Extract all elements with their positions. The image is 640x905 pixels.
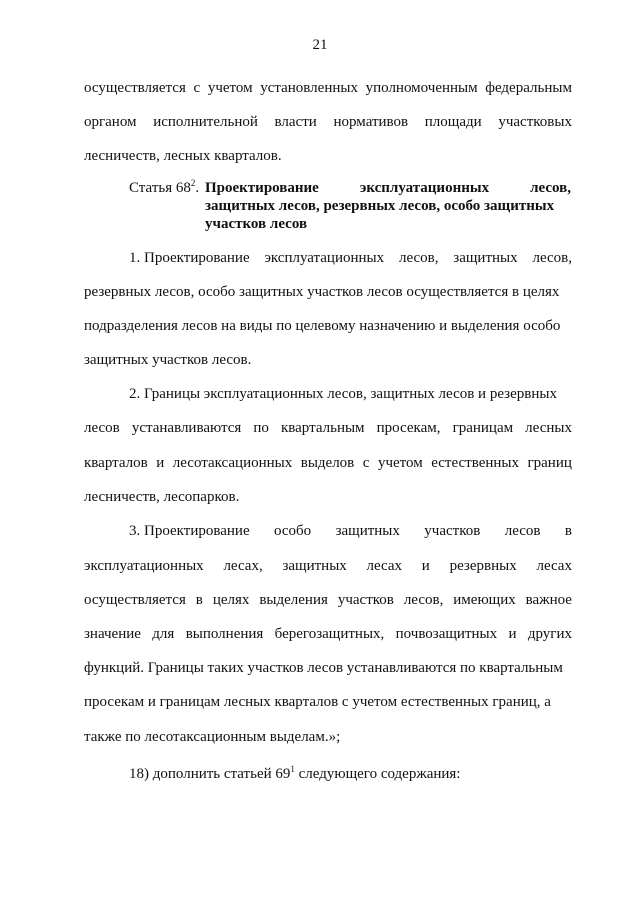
p1-line-3: подразделения лесов на виды по целевому назначению и выделения особо <box>84 318 561 334</box>
word: лесов <box>504 523 541 539</box>
word: осуществляется <box>84 80 186 96</box>
word: с <box>362 455 370 471</box>
word: почвозащитных <box>395 626 498 642</box>
word: лесных <box>525 420 572 436</box>
word: органом <box>84 114 137 130</box>
item-18-text: 18) дополнить статьей 69 <box>129 766 291 782</box>
word: естественных <box>431 455 519 471</box>
word: в <box>195 592 203 608</box>
word: установленных <box>260 80 358 96</box>
article-label <box>129 180 199 197</box>
word: резервных <box>449 558 517 574</box>
p3-line-2 <box>84 558 572 575</box>
p1-line-1 <box>129 250 572 267</box>
word: выделов <box>300 455 355 471</box>
word: других <box>527 626 572 642</box>
article-title-line-1 <box>205 180 571 197</box>
word: защитных <box>282 558 347 574</box>
intro-line-1 <box>84 80 572 97</box>
article-title-line-2 <box>205 198 554 215</box>
word: выделения <box>259 592 328 608</box>
word: защитных <box>453 250 518 266</box>
article-label-text: Статья 68 <box>129 180 191 196</box>
p2-line-4: лесничеств, лесопарков. <box>84 489 240 505</box>
word: нормативов <box>333 114 409 130</box>
word: лесах <box>536 558 572 574</box>
word: власти <box>274 114 317 130</box>
word: берегозащитных, <box>274 626 385 642</box>
word: особо <box>274 523 312 539</box>
word: границам <box>452 420 514 436</box>
item-18 <box>129 766 460 783</box>
word: квартальным <box>280 420 365 436</box>
word: защитных <box>335 523 400 539</box>
word: лесотаксационных <box>172 455 293 471</box>
word: осуществляется <box>84 592 186 608</box>
word: значение <box>84 626 141 642</box>
word: с <box>193 80 201 96</box>
word: исполнительной <box>153 114 258 130</box>
word: 3. Проектирование <box>129 523 250 539</box>
p1-line-2: резервных лесов, особо защитных участков лесов осуществляется в целях <box>84 284 560 300</box>
word: для <box>152 626 175 642</box>
article-label-sup: 2 <box>190 178 196 188</box>
p2-line-1: 2. Границы эксплуатационных лесов, защитных лесов и резервных <box>129 386 557 402</box>
p2-line-3 <box>84 455 572 472</box>
word: площади <box>424 114 482 130</box>
p2-line-2 <box>84 420 572 437</box>
word: и <box>421 558 430 574</box>
word: учетом <box>207 80 253 96</box>
p3-line-5: функций. Границы таких участков лесов устанавливаются по квартальным <box>84 660 563 676</box>
p3-line-1 <box>129 523 572 540</box>
word: эксплуатационных <box>264 250 385 266</box>
word: Проектирование <box>205 180 319 196</box>
word: лесах, <box>223 558 263 574</box>
word: лесов, <box>398 250 439 266</box>
word: лесов <box>84 420 120 436</box>
intro-line-2 <box>84 114 572 131</box>
page-number: 21 <box>312 37 328 53</box>
word: кварталов <box>84 455 148 471</box>
p3-line-7: также по лесотаксационным выделам.»; <box>84 729 341 745</box>
word: лесах <box>366 558 403 574</box>
word: устанавливаются <box>131 420 242 436</box>
word: границ <box>527 455 572 471</box>
p3-line-3 <box>84 592 572 609</box>
word: важное <box>525 592 572 608</box>
word: целях <box>212 592 250 608</box>
item-18-sup: 1 <box>290 764 295 774</box>
word: и <box>508 626 517 642</box>
word: по <box>253 420 269 436</box>
article-label-dot: . <box>195 180 200 196</box>
word: лесов, <box>532 250 572 266</box>
word: в <box>564 523 572 539</box>
word: участков <box>424 523 481 539</box>
p3-line-4 <box>84 626 572 643</box>
article-title-text-2: защитных лесов, резервных лесов, особо защитных <box>205 198 555 214</box>
word: выполнения <box>185 626 264 642</box>
word: федеральным <box>485 80 572 96</box>
word: учетом <box>377 455 423 471</box>
word: и <box>156 455 165 471</box>
word: лесов, <box>403 592 444 608</box>
article-title-line-3 <box>205 216 307 233</box>
word: лесов, <box>530 180 571 196</box>
word: 1. Проектирование <box>129 250 250 266</box>
item-18-text-after: следующего содержания: <box>294 766 461 782</box>
word: эксплуатационных <box>84 558 204 574</box>
p1-line-4: защитных участков лесов. <box>84 352 252 368</box>
word: просекам, <box>376 420 441 436</box>
word: участковых <box>498 114 572 130</box>
article-title-text-3: участков лесов <box>205 216 308 232</box>
word: уполномоченным <box>365 80 478 96</box>
word: имеющих <box>453 592 516 608</box>
word: эксплуатационных <box>359 180 490 196</box>
p3-line-6: просекам и границам лесных кварталов с учетом естественных границ, а <box>84 694 551 710</box>
intro-line-3: лесничеств, лесных кварталов. <box>84 148 282 164</box>
word: участков <box>337 592 394 608</box>
